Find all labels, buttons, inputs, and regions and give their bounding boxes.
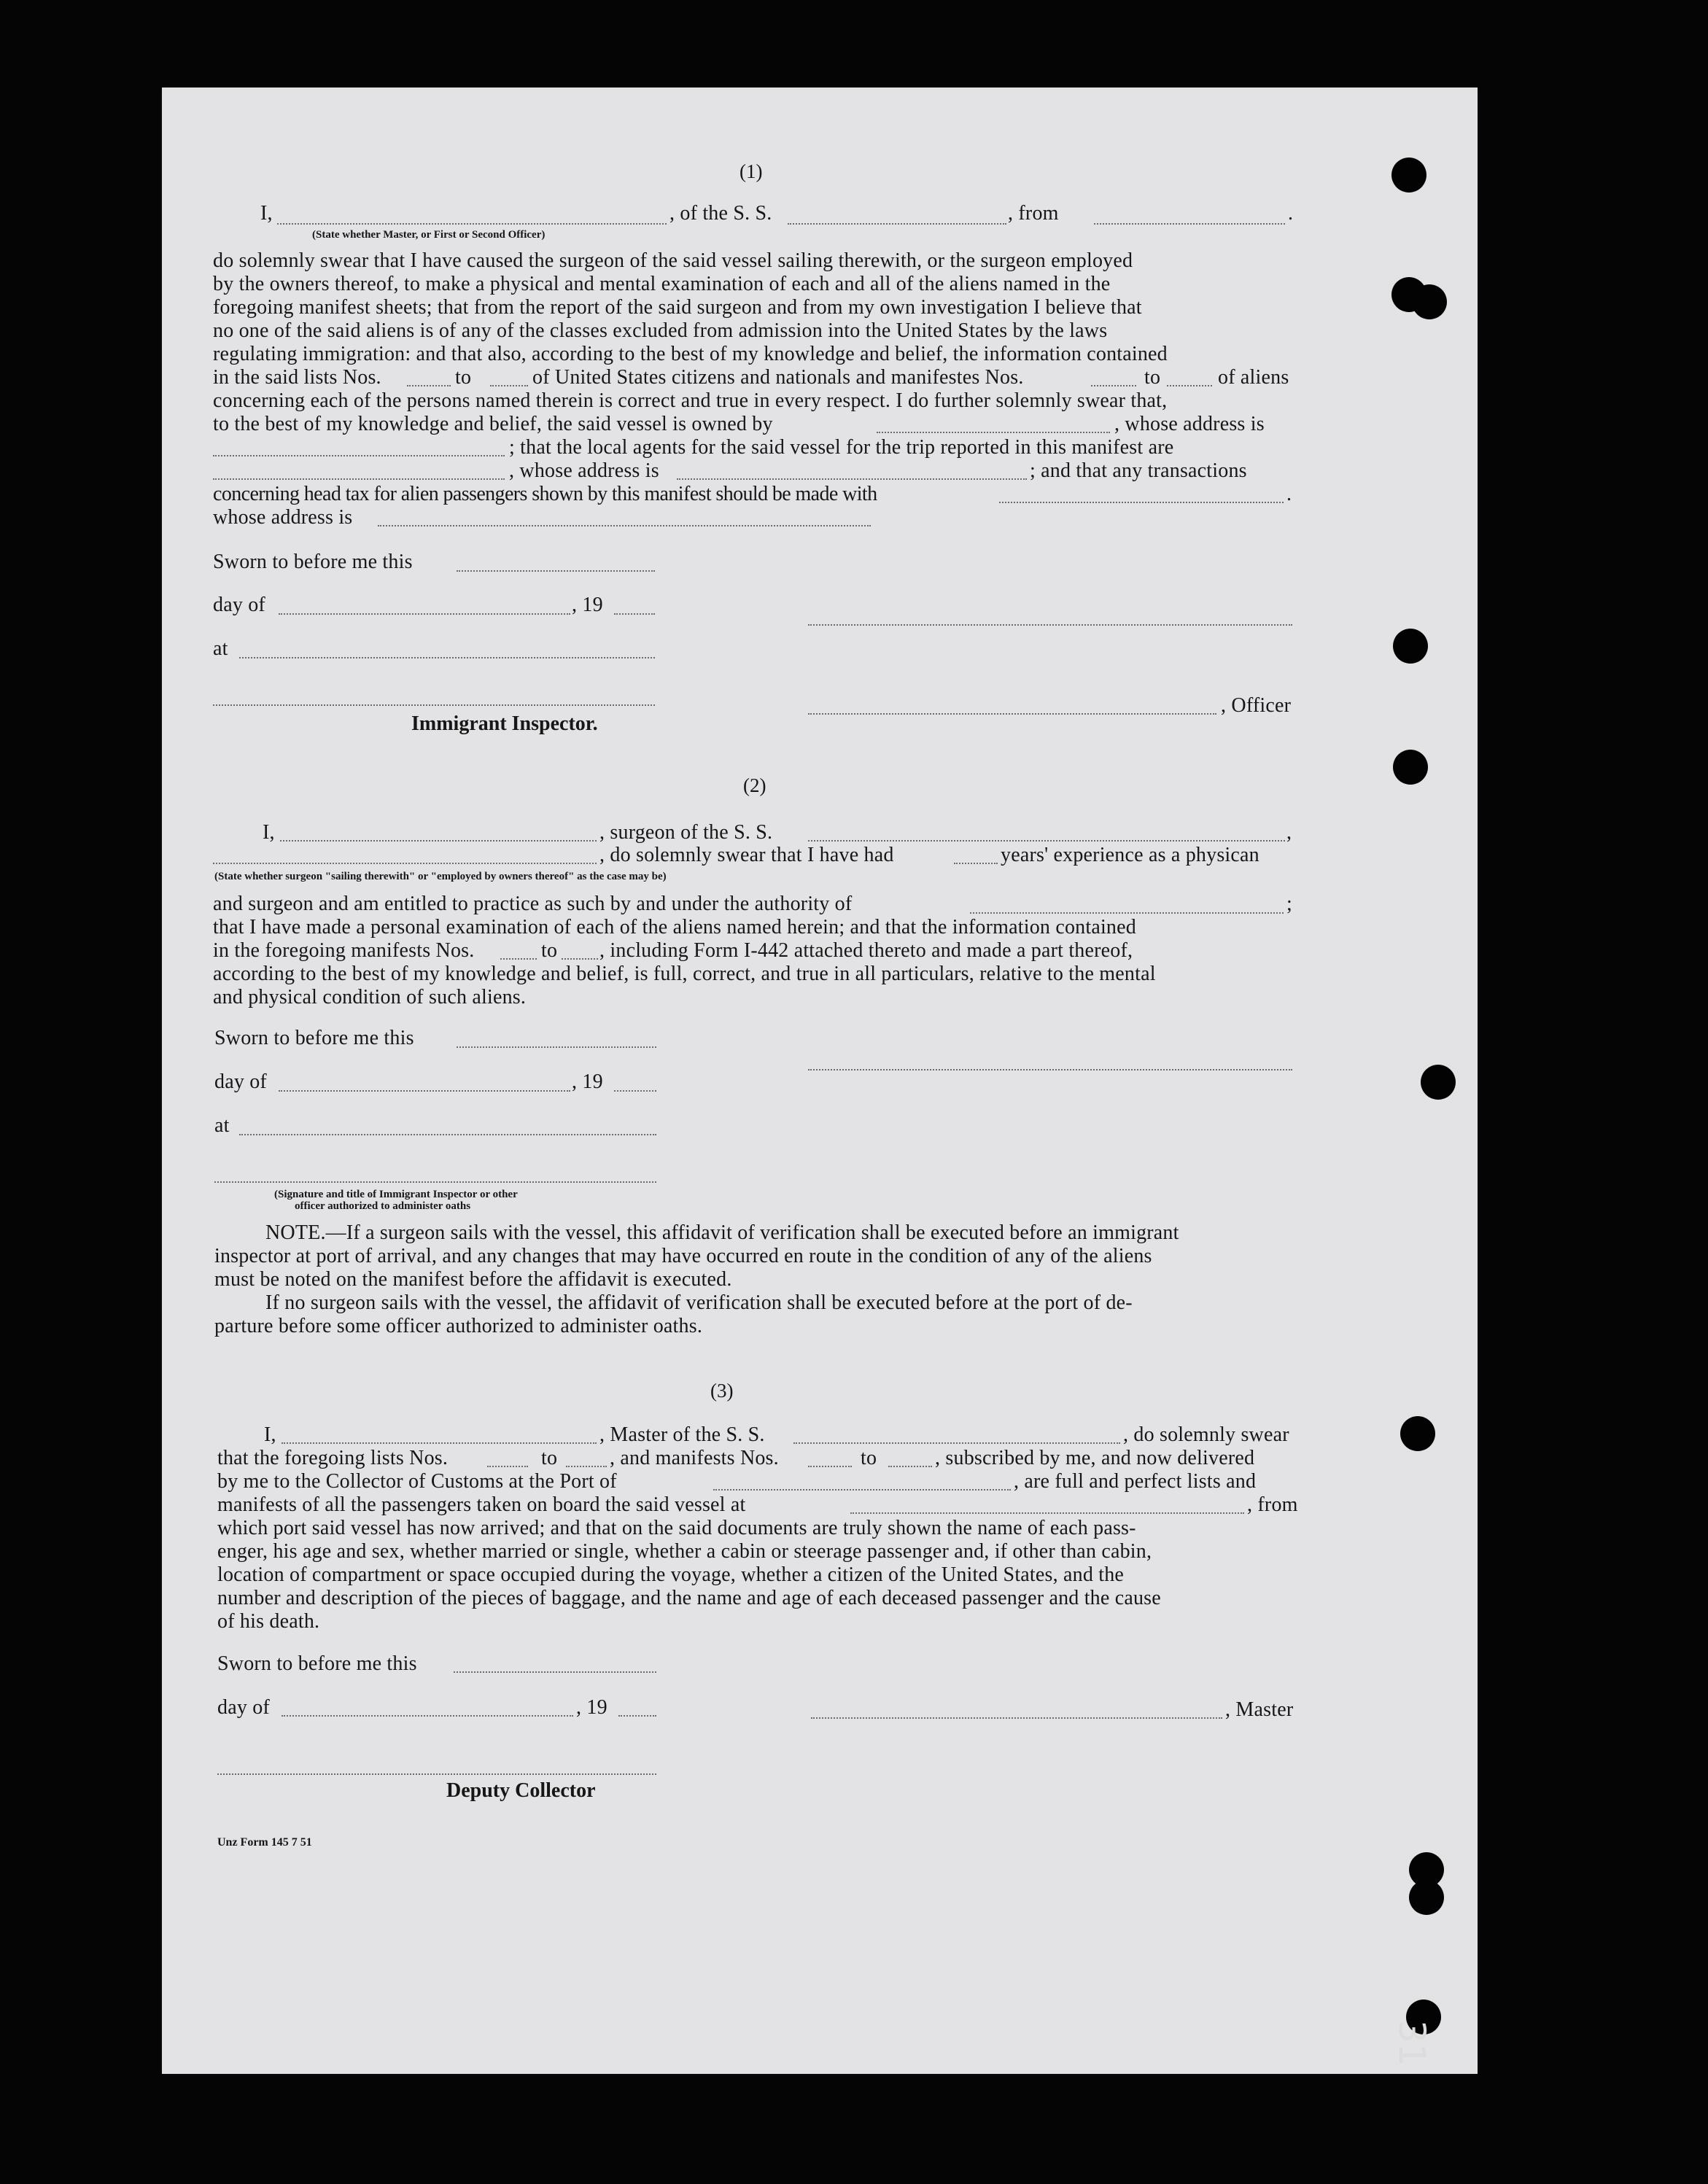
s2-sailing-status-field[interactable] bbox=[213, 863, 597, 864]
note-line-3: must be noted on the manifest before the affidavit is executed. bbox=[214, 1268, 732, 1291]
s1-inspector-label: Immigrant Inspector. bbox=[411, 712, 598, 735]
s1-day-of-label: day of bbox=[213, 594, 265, 616]
s1-manifests-to-label: to bbox=[1144, 366, 1161, 389]
s2-manifests-to-label: to bbox=[541, 939, 558, 962]
s2-surgeon-note: (State whether surgeon "sailing therewith" or "employed by owners thereof" as the case may be) bbox=[214, 871, 667, 882]
s1-officer-signature-line[interactable] bbox=[808, 713, 1216, 715]
s3-para-line-7: number and description of the pieces of baggage, and the name and age of each deceased passenger and the cause bbox=[217, 1587, 1161, 1609]
binder-hole-2b bbox=[1412, 284, 1447, 319]
form-number: Unz Form 145 7 51 bbox=[217, 1836, 312, 1849]
s3-port-field[interactable] bbox=[713, 1489, 1011, 1491]
binder-hole-4 bbox=[1393, 750, 1428, 785]
s1-month-field[interactable] bbox=[279, 613, 570, 615]
s3-lists-to-label: to bbox=[541, 1447, 558, 1469]
note-line-5: parture before some officer authorized to administer oaths. bbox=[214, 1315, 703, 1337]
s3-swear-label: , do solemnly swear bbox=[1123, 1423, 1289, 1446]
s3-month-field[interactable] bbox=[282, 1715, 573, 1717]
s3-year-label: , 19 bbox=[576, 1696, 607, 1719]
s1-officer-name-field[interactable] bbox=[277, 223, 667, 225]
s1-at-field[interactable] bbox=[239, 657, 655, 658]
s1-lists-label: in the said lists Nos. bbox=[213, 366, 381, 389]
s2-comma: , bbox=[1286, 821, 1292, 844]
s1-local-agents-field[interactable] bbox=[213, 478, 505, 480]
binder-hole-5 bbox=[1421, 1065, 1456, 1100]
s1-manifests-to-field[interactable] bbox=[1167, 385, 1212, 386]
s2-day-of-label: day of bbox=[214, 1070, 267, 1093]
s1-owner-address-field[interactable] bbox=[213, 455, 505, 456]
s2-para-line-2: that I have made a personal examination of each of the aliens named herein; and that the information contained bbox=[213, 916, 1136, 939]
s1-vessel-name-field[interactable] bbox=[788, 223, 1006, 225]
s1-manifests-from-field[interactable] bbox=[1091, 385, 1136, 386]
s2-para-line-4: according to the best of my knowledge and belief, is full, correct, and true in all particulars, relative to the mental bbox=[213, 963, 1156, 985]
s1-year-label: , 19 bbox=[572, 594, 603, 616]
s1-lists-from-field[interactable] bbox=[407, 385, 451, 386]
s1-owned-by-label: to the best of my knowledge and belief, the said vessel is owned by bbox=[213, 413, 773, 435]
s2-manifests-to-field[interactable] bbox=[562, 958, 598, 960]
s1-para-line-1: do solemnly swear that I have caused the surgeon of the said vessel sailing therewith, or the surgeon employed bbox=[213, 249, 1133, 272]
s3-lists-from-field[interactable] bbox=[487, 1466, 528, 1467]
s1-officer-label: , Officer bbox=[1221, 694, 1292, 717]
s2-i-label: I, bbox=[263, 821, 275, 844]
s3-manifests-to-label: to bbox=[861, 1447, 877, 1469]
s3-para-line-6: location of compartment or space occupied during the voyage, whether a citizen of the United States, and the bbox=[217, 1563, 1125, 1586]
s2-inspector-signature-line[interactable] bbox=[214, 1181, 656, 1183]
form-sheet bbox=[162, 88, 1478, 2074]
s2-para-line-5: and physical condition of such aliens. bbox=[213, 986, 527, 1009]
s3-para-line-8: of his death. bbox=[217, 1610, 320, 1633]
s2-sworn-date-field[interactable] bbox=[457, 1046, 656, 1048]
s1-inspector-signature-line[interactable] bbox=[213, 704, 655, 706]
s2-form-label: , including Form I-442 attached thereto and made a part thereof, bbox=[599, 939, 1133, 962]
s3-vessel-name-field[interactable] bbox=[793, 1442, 1120, 1444]
s3-i-label: I, bbox=[264, 1423, 276, 1446]
s2-manifests-label: in the foregoing manifests Nos. bbox=[213, 939, 475, 962]
s2-surgeon-name-field[interactable] bbox=[280, 840, 597, 842]
s3-port-label: by me to the Collector of Customs at the Port of bbox=[217, 1470, 617, 1493]
s1-officer-note: (State whether Master, or First or Second Officer) bbox=[312, 229, 546, 241]
s2-surgeon-of-label: , surgeon of the S. S. bbox=[599, 821, 773, 844]
s1-para-line-4: no one of the said aliens is of any of the classes excluded from admission into the United States by the laws bbox=[213, 319, 1108, 342]
s2-year-field[interactable] bbox=[614, 1090, 656, 1092]
s1-from-label: , from bbox=[1008, 202, 1059, 225]
page-number: 31 bbox=[1391, 2020, 1433, 2067]
s3-full-perfect-label: , are full and perfect lists and bbox=[1014, 1470, 1257, 1493]
s1-agent-address-label: , whose address is bbox=[509, 459, 659, 482]
s1-sworn-date-field[interactable] bbox=[457, 570, 655, 572]
s3-subscribed-label: , subscribed by me, and now delivered bbox=[935, 1447, 1255, 1469]
s2-signature-note-1: (Signature and title of Immigrant Inspector or other bbox=[274, 1189, 518, 1200]
binder-hole-1 bbox=[1391, 158, 1426, 193]
s1-lists-to-field[interactable] bbox=[490, 385, 528, 386]
note-line-2: inspector at port of arrival, and any changes that may have occurred en route in the condition of any of the aliens bbox=[214, 1245, 1152, 1267]
s1-head-tax-field[interactable] bbox=[999, 502, 1284, 503]
s3-para-line-5: enger, his age and sex, whether married or single, whether a cabin or steerage passenger and, if other than cabin, bbox=[217, 1540, 1152, 1563]
s3-taken-aboard-field[interactable] bbox=[850, 1512, 1244, 1514]
s3-deputy-signature-line[interactable] bbox=[217, 1773, 656, 1775]
s3-manifests-label: , and manifests Nos. bbox=[610, 1447, 779, 1469]
s2-year-label: , 19 bbox=[572, 1070, 603, 1093]
s3-from-label: , from bbox=[1247, 1493, 1298, 1516]
s3-taken-aboard-label: manifests of all the passengers taken on board the said vessel at bbox=[217, 1493, 746, 1516]
binder-hole-8 bbox=[1409, 1880, 1444, 1915]
s1-from-field[interactable] bbox=[1094, 223, 1285, 225]
s3-master-of-label: , Master of the S. S. bbox=[599, 1423, 765, 1446]
s1-i-label: I, bbox=[260, 202, 273, 225]
s3-sworn-date-field[interactable] bbox=[454, 1671, 656, 1673]
s1-upper-signature-line[interactable] bbox=[808, 624, 1292, 626]
s2-years-field[interactable] bbox=[954, 863, 998, 864]
s3-master-label: , Master bbox=[1225, 1698, 1294, 1721]
s2-month-field[interactable] bbox=[279, 1090, 570, 1092]
s2-signature-note-2: officer authorized to administer oaths bbox=[295, 1200, 471, 1212]
s3-master-name-field[interactable] bbox=[282, 1442, 597, 1444]
s1-para-line-5: regulating immigration: and that also, according to the best of my knowledge and belief, the information contained bbox=[213, 343, 1168, 365]
s1-agent-address-field[interactable] bbox=[677, 478, 1027, 480]
s2-at-field[interactable] bbox=[239, 1134, 656, 1135]
s3-para-line-4: which port said vessel has now arrived; and that on the said documents are truly shown the name of each pass- bbox=[217, 1517, 1136, 1539]
s1-para-line-7: concerning each of the persons named therein is correct and true in every respect. I do further solemnly swear that, bbox=[213, 389, 1168, 412]
s2-authority-label: and surgeon and am entitled to practice as such by and under the authority of bbox=[213, 893, 853, 915]
s1-lists-to-label: to bbox=[455, 366, 472, 389]
s3-year-field[interactable] bbox=[618, 1715, 656, 1717]
s1-of-ss-label: , of the S. S. bbox=[669, 202, 772, 225]
s3-master-signature-line[interactable] bbox=[811, 1717, 1222, 1719]
section-3-heading: (3) bbox=[710, 1380, 734, 1402]
s3-deputy-label: Deputy Collector bbox=[446, 1779, 596, 1802]
s3-lists-label: that the foregoing lists Nos. bbox=[217, 1447, 449, 1469]
s1-head-tax-period: . bbox=[1286, 483, 1292, 505]
s1-owner-field[interactable] bbox=[877, 432, 1110, 433]
s1-para-line-3: foregoing manifest sheets; that from the report of the said surgeon and from my own investigation I believe that bbox=[213, 296, 1142, 319]
binder-hole-6 bbox=[1400, 1416, 1435, 1451]
s3-manifests-to-field[interactable] bbox=[888, 1466, 932, 1467]
s2-swear-label: , do solemnly swear that I have had bbox=[599, 844, 894, 866]
s1-local-agents-label: ; that the local agents for the said vessel for the trip reported in this manifest are bbox=[509, 436, 1174, 459]
s1-whose-address-label: whose address is bbox=[213, 506, 353, 529]
s1-whose-address-field[interactable] bbox=[378, 525, 871, 526]
binder-hole-3 bbox=[1393, 629, 1428, 664]
s1-para-line-2: by the owners thereof, to make a physical and mental examination of each and all of the aliens named in the bbox=[213, 273, 1111, 295]
s1-head-tax-label: concerning head tax for alien passengers shown by this manifest should be made with bbox=[213, 483, 877, 505]
s2-vessel-name-field[interactable] bbox=[808, 840, 1285, 842]
s2-manifests-from-field[interactable] bbox=[500, 958, 537, 960]
s1-at-label: at bbox=[213, 637, 228, 660]
s2-authority-field[interactable] bbox=[970, 912, 1284, 914]
note-line-1: NOTE.—If a surgeon sails with the vessel, this affidavit of verification shall be executed before an immigrant bbox=[265, 1221, 1179, 1244]
s3-manifests-from-field[interactable] bbox=[808, 1466, 852, 1467]
s2-years-label: years' experience as a physican bbox=[1001, 844, 1259, 866]
s3-sworn-label: Sworn to before me this bbox=[217, 1652, 417, 1675]
s1-transactions-label: ; and that any transactions bbox=[1030, 459, 1247, 482]
s1-year-field[interactable] bbox=[614, 613, 655, 615]
s2-at-label: at bbox=[214, 1114, 230, 1137]
s1-period: . bbox=[1288, 202, 1294, 225]
s1-of-aliens-label: of aliens bbox=[1218, 366, 1289, 389]
s2-surgeon-signature-line[interactable] bbox=[808, 1069, 1292, 1070]
s3-lists-to-field[interactable] bbox=[566, 1466, 607, 1467]
s3-day-of-label: day of bbox=[217, 1696, 270, 1719]
s2-sworn-label: Sworn to before me this bbox=[214, 1027, 414, 1049]
s2-semicolon: ; bbox=[1286, 893, 1292, 915]
note-line-4: If no surgeon sails with the vessel, the affidavit of verification shall be executed before at the port of de- bbox=[265, 1291, 1133, 1314]
section-2-heading: (2) bbox=[743, 774, 766, 796]
section-1-heading: (1) bbox=[740, 160, 763, 182]
s1-owner-address-label: , whose address is bbox=[1114, 413, 1265, 435]
s1-manifests-label: of United States citizens and nationals and manifestes Nos. bbox=[532, 366, 1024, 389]
s1-sworn-label: Sworn to before me this bbox=[213, 551, 413, 573]
